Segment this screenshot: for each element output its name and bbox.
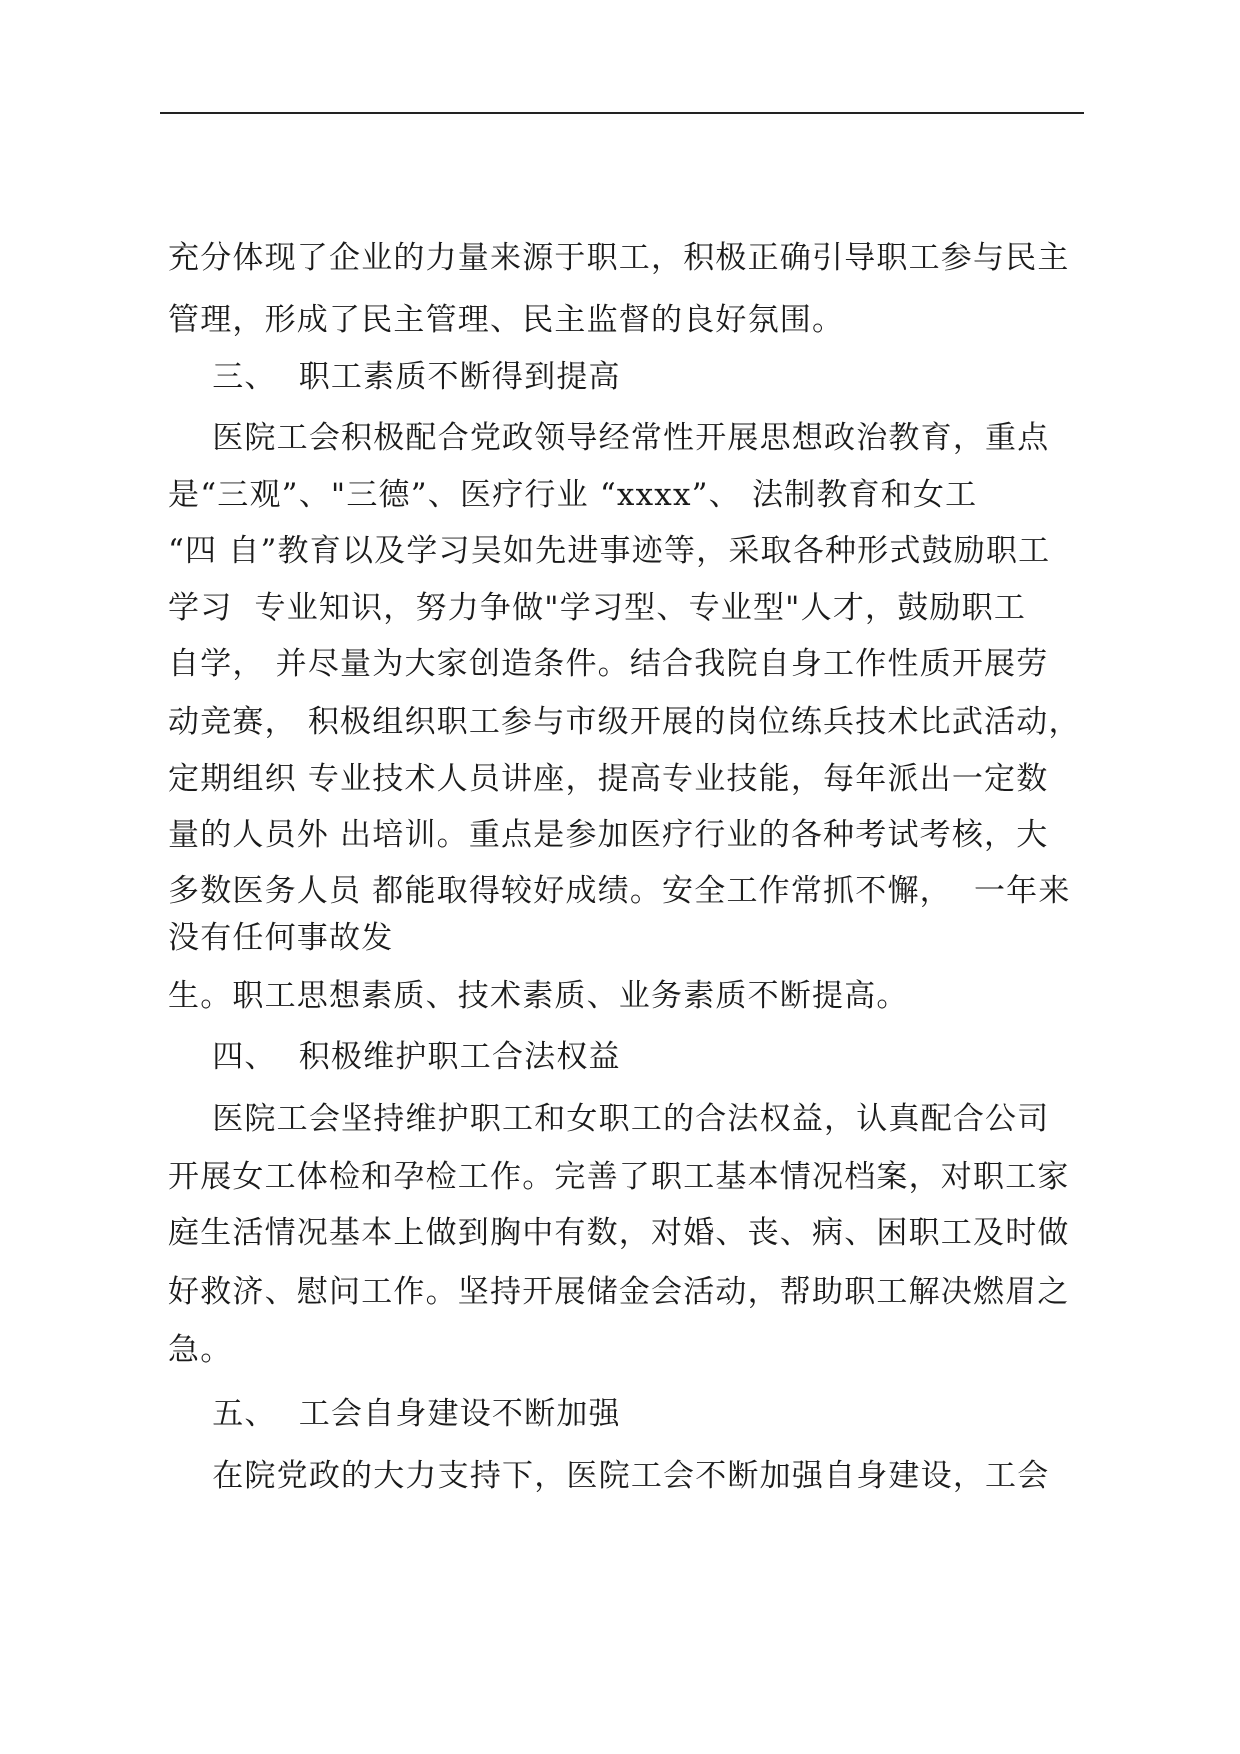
- text-line: 好救济、慰问工作。坚持开展储金会活动，帮助职工解决燃眉之: [168, 1274, 1070, 1310]
- text-line: 动竞赛， 积极组织职工参与市级开展的岗位练兵技术比武活动，: [168, 704, 1081, 740]
- text-line: 多数医务人员 都能取得较好成绩。安全工作常抓不懈， 一年来: [168, 873, 1071, 909]
- text-line: 医院工会坚持维护职工和女职工的合法权益，认真配合公司: [168, 1101, 1050, 1137]
- section-heading-5: 五、 工会自身建设不断加强: [168, 1396, 621, 1432]
- text-line: 医院工会积极配合党政领导经常性开展思想政治教育，重点: [168, 420, 1050, 456]
- section-heading-4: 四、 积极维护职工合法权益: [168, 1039, 621, 1075]
- text-line: 学习 专业知识，努力争做"学习型、专业型"人才，鼓励职工: [168, 590, 1027, 626]
- text-line: 急。: [168, 1332, 233, 1368]
- text-line: 自学， 并尽量为大家创造条件。结合我院自身工作性质开展劳: [168, 646, 1049, 682]
- header-rule: [160, 112, 1084, 114]
- text-line: 是“三观”、"三德”、医疗行业 “xxxx”、 法制教育和女工: [168, 477, 978, 513]
- text-line: 量的人员外 出培训。重点是参加医疗行业的各种考试考核，大: [168, 817, 1049, 853]
- text-line: “四 自”教育以及学习吴如先进事迹等，采取各种形式鼓励职工: [168, 533, 1051, 569]
- text-line: 开展女工体检和孕检工作。完善了职工基本情况档案，对职工家: [168, 1159, 1070, 1195]
- text-line: 管理，形成了民主管理、民主监督的良好氛围。: [168, 302, 845, 338]
- text-line: 定期组织 专业技术人员讲座，提高专业技能，每年派出一定数: [168, 761, 1049, 797]
- text-line: 没有任何事故发: [168, 920, 394, 956]
- section-heading-3: 三、 职工素质不断得到提高: [168, 359, 621, 395]
- text-line: 庭生活情况基本上做到胸中有数，对婚、丧、病、困职工及时做: [168, 1215, 1070, 1251]
- text-line: 在院党政的大力支持下，医院工会不断加强自身建设，工会: [168, 1458, 1050, 1494]
- text-line: 充分体现了企业的力量来源于职工，积极正确引导职工参与民主: [168, 240, 1070, 276]
- text-line: 生。职工思想素质、技术素质、业务素质不断提高。: [168, 978, 909, 1014]
